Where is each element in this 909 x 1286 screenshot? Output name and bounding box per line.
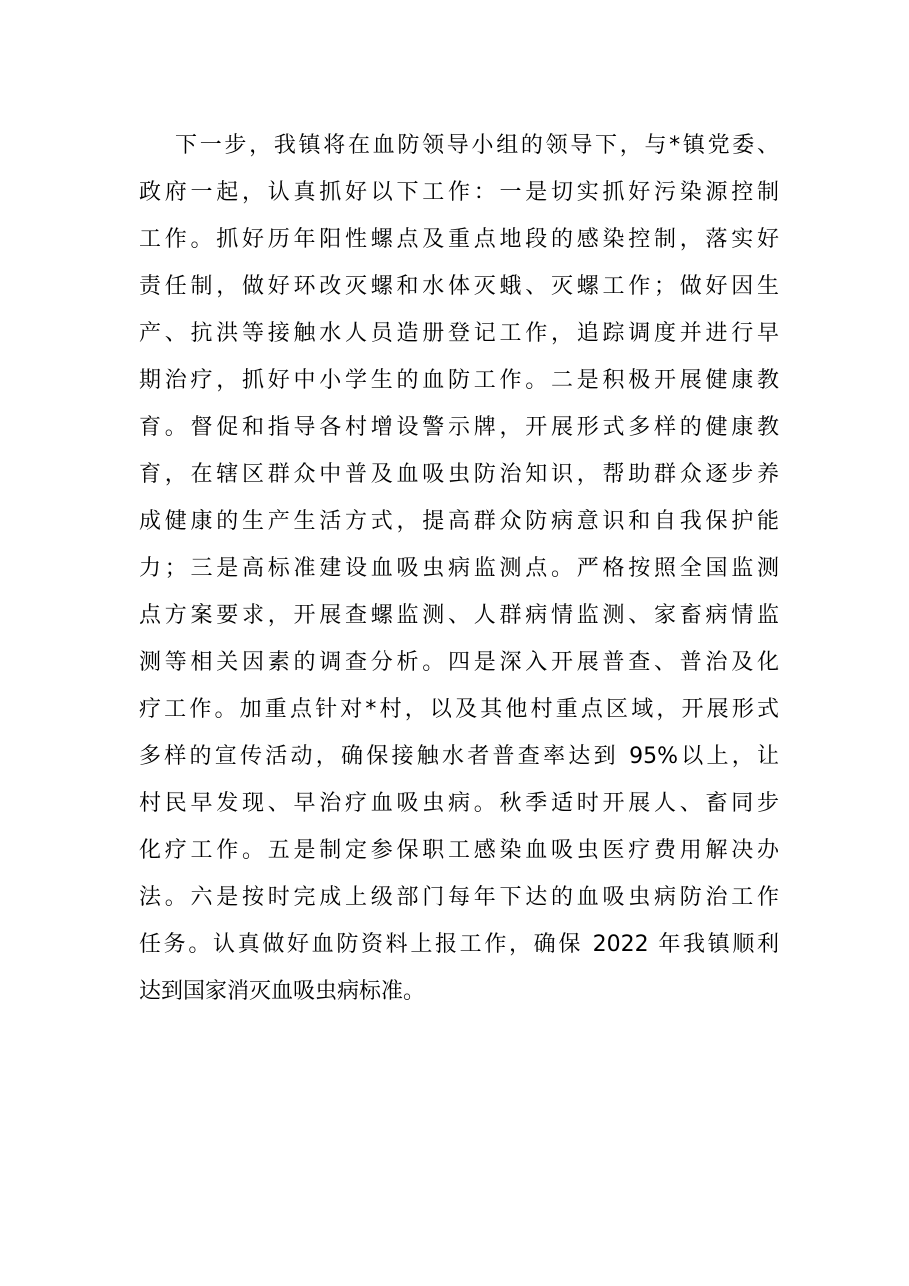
body-paragraph	[139, 122, 779, 1015]
paragraph-line: 多样的宣传活动，确保接触水者普查率达到 95%以上，让	[139, 744, 779, 769]
paragraph-line: 点方案要求，开展查螺监测、人群病情监测、家畜病情监	[139, 603, 779, 628]
paragraph-line: 育，在辖区群众中普及血吸虫防治知识，帮助群众逐步养	[139, 462, 779, 487]
paragraph-line: 任务。认真做好血防资料上报工作，确保 2022 年我镇顺利	[139, 932, 779, 957]
paragraph-line: 育。督促和指导各村增设警示牌，开展形式多样的健康教	[139, 415, 779, 440]
paragraph-line: 工作。抓好历年阳性螺点及重点地段的感染控制，落实好	[139, 227, 779, 252]
paragraph-line: 成健康的生产生活方式，提高群众防病意识和自我保护能	[139, 509, 779, 534]
paragraph-line: 下一步，我镇将在血防领导小组的领导下，与*镇党委、	[175, 133, 779, 158]
paragraph-line: 化疗工作。五是制定参保职工感染血吸虫医疗费用解决办	[139, 838, 779, 863]
paragraph-line: 村民早发现、早治疗血吸虫病。秋季适时开展人、畜同步	[139, 791, 779, 816]
paragraph-line: 产、抗洪等接触水人员造册登记工作，追踪调度并进行早	[139, 321, 779, 346]
paragraph-line: 疗工作。加重点针对*村，以及其他村重点区域，开展形式	[139, 697, 779, 722]
paragraph-line: 期治疗，抓好中小学生的血防工作。二是积极开展健康教	[139, 368, 779, 393]
paragraph-line: 测等相关因素的调查分析。四是深入开展普查、普治及化	[139, 650, 779, 675]
paragraph-line: 力；三是高标准建设血吸虫病监测点。严格按照全国监测	[139, 556, 779, 581]
paragraph-line: 政府一起，认真抓好以下工作：一是切实抓好污染源控制	[139, 180, 779, 205]
paragraph-line: 责任制，做好环改灭螺和水体灭蛾、灭螺工作；做好因生	[139, 274, 779, 299]
paragraph-line: 达到国家消灭血吸虫病标准。	[139, 979, 426, 1004]
paragraph-line: 法。六是按时完成上级部门每年下达的血吸虫病防治工作	[139, 885, 779, 910]
